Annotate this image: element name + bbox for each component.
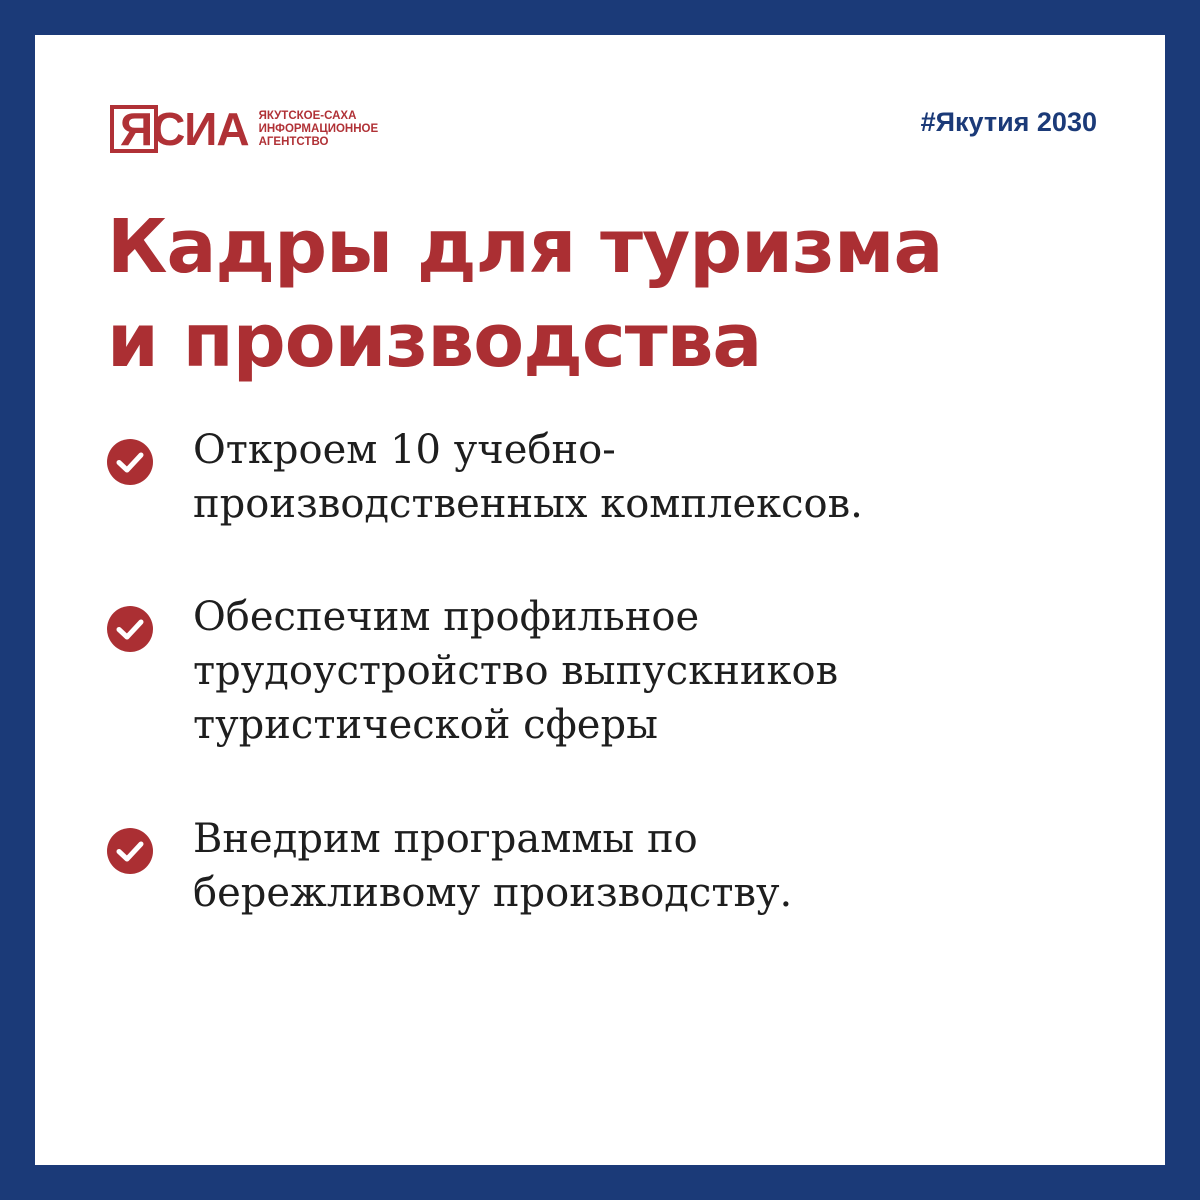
page-title-line: и производства bbox=[107, 298, 762, 384]
list-item-line: трудоустройство выпускников bbox=[193, 648, 839, 694]
list-item bbox=[105, 812, 1105, 920]
list-item-line: Обеспечим профильное bbox=[193, 594, 700, 640]
list-item-text bbox=[193, 590, 838, 752]
list-item-line: Откроем 10 учебно- bbox=[193, 427, 616, 473]
check-circle-icon bbox=[105, 604, 155, 654]
card bbox=[35, 35, 1165, 1165]
check-circle-icon bbox=[105, 437, 155, 487]
logo-subtitle-line: ИНФОРМАЦИОННОЕ bbox=[258, 122, 379, 135]
logo bbox=[110, 105, 378, 153]
list-item bbox=[105, 590, 1105, 752]
list-item-line: бережливому производству. bbox=[193, 870, 793, 916]
list-item-line: Внедрим программы по bbox=[193, 816, 698, 862]
logo-mark-icon bbox=[110, 105, 158, 153]
logo-subtitle bbox=[259, 110, 379, 149]
logo-name: ЯСИА bbox=[120, 103, 249, 155]
list-item-text bbox=[193, 812, 792, 920]
list-item-line: производственных комплексов. bbox=[193, 481, 863, 527]
list-item-text bbox=[193, 423, 863, 531]
hashtag: #Якутия 2030 bbox=[920, 107, 1097, 137]
page-title-line: Кадры для туризма bbox=[107, 204, 943, 290]
page-title bbox=[107, 200, 942, 388]
list-item-line: туристической сферы bbox=[193, 702, 658, 748]
list-item bbox=[105, 423, 1105, 531]
logo-subtitle-line: АГЕНТСТВО bbox=[258, 135, 329, 148]
logo-subtitle-line: ЯКУТСКОЕ-САХА bbox=[258, 109, 357, 122]
check-circle-icon bbox=[105, 826, 155, 876]
